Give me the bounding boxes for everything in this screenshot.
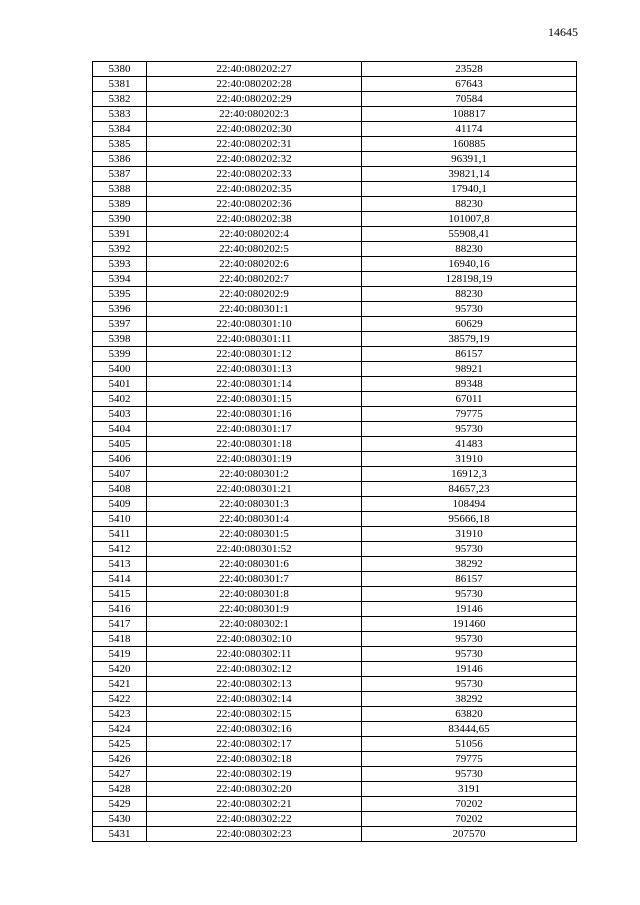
value-cell: 191460 — [362, 617, 577, 632]
row-number-cell: 5427 — [93, 767, 147, 782]
table-body — [93, 62, 577, 842]
row-number-cell: 5387 — [93, 167, 147, 182]
row-number-cell: 5402 — [93, 392, 147, 407]
value-cell: 63820 — [362, 707, 577, 722]
value-cell: 96391,1 — [362, 152, 577, 167]
cadastral-number-cell: 22:40:080202:30 — [147, 122, 362, 137]
value-cell: 19146 — [362, 602, 577, 617]
table-row — [93, 212, 577, 227]
value-cell: 95730 — [362, 767, 577, 782]
cadastral-number-cell: 22:40:080301:8 — [147, 587, 362, 602]
cadastral-number-cell: 22:40:080301:4 — [147, 512, 362, 527]
row-number-cell: 5420 — [93, 662, 147, 677]
value-cell: 3191 — [362, 782, 577, 797]
cadastral-number-cell: 22:40:080301:3 — [147, 497, 362, 512]
row-number-cell: 5415 — [93, 587, 147, 602]
row-number-cell: 5417 — [93, 617, 147, 632]
table-row — [93, 767, 577, 782]
value-cell: 95730 — [362, 677, 577, 692]
page-number: 14645 — [548, 25, 578, 39]
row-number-cell: 5412 — [93, 542, 147, 557]
value-cell: 98921 — [362, 362, 577, 377]
cadastral-number-cell: 22:40:080202:31 — [147, 137, 362, 152]
value-cell: 19146 — [362, 662, 577, 677]
row-number-cell: 5406 — [93, 452, 147, 467]
table-row — [93, 557, 577, 572]
value-cell: 95730 — [362, 422, 577, 437]
table-row — [93, 827, 577, 842]
value-cell: 95730 — [362, 302, 577, 317]
table-row — [93, 737, 577, 752]
value-cell: 160885 — [362, 137, 577, 152]
table-row — [93, 812, 577, 827]
table-row — [93, 617, 577, 632]
cadastral-number-cell: 22:40:080301:2 — [147, 467, 362, 482]
row-number-cell: 5419 — [93, 647, 147, 662]
cadastral-number-cell: 22:40:080302:1 — [147, 617, 362, 632]
cadastral-number-cell: 22:40:080202:27 — [147, 62, 362, 77]
row-number-cell: 5392 — [93, 242, 147, 257]
value-cell: 108817 — [362, 107, 577, 122]
value-cell: 70202 — [362, 812, 577, 827]
cadastral-number-cell: 22:40:080301:11 — [147, 332, 362, 347]
table-row — [93, 542, 577, 557]
table-row — [93, 302, 577, 317]
row-number-cell: 5393 — [93, 257, 147, 272]
cadastral-number-cell: 22:40:080302:17 — [147, 737, 362, 752]
cadastral-number-cell: 22:40:080301:1 — [147, 302, 362, 317]
table-row — [93, 452, 577, 467]
value-cell: 95730 — [362, 632, 577, 647]
table-row — [93, 182, 577, 197]
cadastral-number-cell: 22:40:080202:4 — [147, 227, 362, 242]
row-number-cell: 5384 — [93, 122, 147, 137]
cadastral-number-cell: 22:40:080202:5 — [147, 242, 362, 257]
value-cell: 128198,19 — [362, 272, 577, 287]
cadastral-number-cell: 22:40:080202:38 — [147, 212, 362, 227]
table-row — [93, 227, 577, 242]
row-number-cell: 5421 — [93, 677, 147, 692]
cadastral-number-cell: 22:40:080301:5 — [147, 527, 362, 542]
table-row — [93, 467, 577, 482]
row-number-cell: 5404 — [93, 422, 147, 437]
cadastral-number-cell: 22:40:080301:9 — [147, 602, 362, 617]
table-row — [93, 347, 577, 362]
cadastral-number-cell: 22:40:080301:19 — [147, 452, 362, 467]
table-row — [93, 707, 577, 722]
row-number-cell: 5397 — [93, 317, 147, 332]
cadastral-number-cell: 22:40:080302:16 — [147, 722, 362, 737]
row-number-cell: 5391 — [93, 227, 147, 242]
cadastral-number-cell: 22:40:080301:12 — [147, 347, 362, 362]
table-row — [93, 722, 577, 737]
row-number-cell: 5389 — [93, 197, 147, 212]
cadastral-number-cell: 22:40:080302:13 — [147, 677, 362, 692]
cadastral-number-cell: 22:40:080202:3 — [147, 107, 362, 122]
cadastral-number-cell: 22:40:080302:18 — [147, 752, 362, 767]
row-number-cell: 5382 — [93, 92, 147, 107]
table-row — [93, 152, 577, 167]
cadastral-number-cell: 22:40:080302:20 — [147, 782, 362, 797]
row-number-cell: 5411 — [93, 527, 147, 542]
table-row — [93, 167, 577, 182]
value-cell: 31910 — [362, 452, 577, 467]
value-cell: 55908,41 — [362, 227, 577, 242]
row-number-cell: 5423 — [93, 707, 147, 722]
row-number-cell: 5398 — [93, 332, 147, 347]
table-row — [93, 242, 577, 257]
row-number-cell: 5383 — [93, 107, 147, 122]
table-row — [93, 332, 577, 347]
row-number-cell: 5400 — [93, 362, 147, 377]
value-cell: 60629 — [362, 317, 577, 332]
cadastral-number-cell: 22:40:080302:11 — [147, 647, 362, 662]
table-row — [93, 257, 577, 272]
row-number-cell: 5425 — [93, 737, 147, 752]
value-cell: 86157 — [362, 347, 577, 362]
row-number-cell: 5414 — [93, 572, 147, 587]
table-row — [93, 437, 577, 452]
table-row — [93, 287, 577, 302]
cadastral-number-cell: 22:40:080202:33 — [147, 167, 362, 182]
cadastral-number-cell: 22:40:080202:6 — [147, 257, 362, 272]
row-number-cell: 5395 — [93, 287, 147, 302]
table-row — [93, 377, 577, 392]
value-cell: 41483 — [362, 437, 577, 452]
table-row — [93, 647, 577, 662]
value-cell: 16940,16 — [362, 257, 577, 272]
row-number-cell: 5388 — [93, 182, 147, 197]
row-number-cell: 5396 — [93, 302, 147, 317]
cadastral-number-cell: 22:40:080202:28 — [147, 77, 362, 92]
row-number-cell: 5401 — [93, 377, 147, 392]
value-cell: 86157 — [362, 572, 577, 587]
value-cell: 38292 — [362, 557, 577, 572]
cadastral-number-cell: 22:40:080301:14 — [147, 377, 362, 392]
cadastral-number-cell: 22:40:080301:18 — [147, 437, 362, 452]
table-row — [93, 797, 577, 812]
table-row — [93, 272, 577, 287]
row-number-cell: 5381 — [93, 77, 147, 92]
cadastral-number-cell: 22:40:080301:10 — [147, 317, 362, 332]
row-number-cell: 5399 — [93, 347, 147, 362]
cadastral-number-cell: 22:40:080302:22 — [147, 812, 362, 827]
cadastral-number-cell: 22:40:080202:7 — [147, 272, 362, 287]
cadastral-number-cell: 22:40:080302:15 — [147, 707, 362, 722]
row-number-cell: 5403 — [93, 407, 147, 422]
cadastral-number-cell: 22:40:080301:52 — [147, 542, 362, 557]
value-cell: 89348 — [362, 377, 577, 392]
table-row — [93, 62, 577, 77]
value-cell: 79775 — [362, 407, 577, 422]
value-cell: 79775 — [362, 752, 577, 767]
table-row — [93, 392, 577, 407]
row-number-cell: 5409 — [93, 497, 147, 512]
table-row — [93, 122, 577, 137]
row-number-cell: 5386 — [93, 152, 147, 167]
cadastral-number-cell: 22:40:080302:19 — [147, 767, 362, 782]
value-cell: 207570 — [362, 827, 577, 842]
value-cell: 41174 — [362, 122, 577, 137]
table-row — [93, 512, 577, 527]
value-cell: 95730 — [362, 542, 577, 557]
cadastral-number-cell: 22:40:080302:23 — [147, 827, 362, 842]
row-number-cell: 5385 — [93, 137, 147, 152]
row-number-cell: 5428 — [93, 782, 147, 797]
row-number-cell: 5405 — [93, 437, 147, 452]
value-cell: 39821,14 — [362, 167, 577, 182]
cadastral-number-cell: 22:40:080301:21 — [147, 482, 362, 497]
table-row — [93, 92, 577, 107]
cadastral-table — [92, 61, 577, 842]
table-row — [93, 362, 577, 377]
value-cell: 88230 — [362, 287, 577, 302]
row-number-cell: 5431 — [93, 827, 147, 842]
cadastral-number-cell: 22:40:080301:15 — [147, 392, 362, 407]
cadastral-number-cell: 22:40:080302:14 — [147, 692, 362, 707]
value-cell: 95666,18 — [362, 512, 577, 527]
table-row — [93, 407, 577, 422]
table-row — [93, 752, 577, 767]
value-cell: 38292 — [362, 692, 577, 707]
value-cell: 95730 — [362, 647, 577, 662]
value-cell: 67011 — [362, 392, 577, 407]
table-row — [93, 137, 577, 152]
cadastral-number-cell: 22:40:080202:29 — [147, 92, 362, 107]
value-cell: 83444,65 — [362, 722, 577, 737]
table-row — [93, 497, 577, 512]
table-row — [93, 197, 577, 212]
row-number-cell: 5413 — [93, 557, 147, 572]
row-number-cell: 5394 — [93, 272, 147, 287]
table-row — [93, 527, 577, 542]
value-cell: 88230 — [362, 242, 577, 257]
table-row — [93, 77, 577, 92]
value-cell: 88230 — [362, 197, 577, 212]
value-cell: 101007,8 — [362, 212, 577, 227]
cadastral-number-cell: 22:40:080302:12 — [147, 662, 362, 677]
row-number-cell: 5410 — [93, 512, 147, 527]
row-number-cell: 5390 — [93, 212, 147, 227]
value-cell: 17940,1 — [362, 182, 577, 197]
cadastral-number-cell: 22:40:080301:6 — [147, 557, 362, 572]
table-row — [93, 632, 577, 647]
table-row — [93, 602, 577, 617]
value-cell: 95730 — [362, 587, 577, 602]
value-cell: 23528 — [362, 62, 577, 77]
table-row — [93, 422, 577, 437]
table-row — [93, 317, 577, 332]
table-row — [93, 482, 577, 497]
row-number-cell: 5380 — [93, 62, 147, 77]
table-row — [93, 782, 577, 797]
row-number-cell: 5430 — [93, 812, 147, 827]
cadastral-number-cell: 22:40:080301:17 — [147, 422, 362, 437]
value-cell: 38579,19 — [362, 332, 577, 347]
value-cell: 108494 — [362, 497, 577, 512]
table-row — [93, 107, 577, 122]
value-cell: 31910 — [362, 527, 577, 542]
row-number-cell: 5408 — [93, 482, 147, 497]
row-number-cell: 5416 — [93, 602, 147, 617]
row-number-cell: 5407 — [93, 467, 147, 482]
cadastral-number-cell: 22:40:080302:21 — [147, 797, 362, 812]
row-number-cell: 5418 — [93, 632, 147, 647]
table-row — [93, 662, 577, 677]
row-number-cell: 5426 — [93, 752, 147, 767]
value-cell: 51056 — [362, 737, 577, 752]
row-number-cell: 5424 — [93, 722, 147, 737]
cadastral-number-cell: 22:40:080301:16 — [147, 407, 362, 422]
value-cell: 70584 — [362, 92, 577, 107]
row-number-cell: 5422 — [93, 692, 147, 707]
value-cell: 84657,23 — [362, 482, 577, 497]
cadastral-number-cell: 22:40:080202:9 — [147, 287, 362, 302]
cadastral-number-cell: 22:40:080301:13 — [147, 362, 362, 377]
value-cell: 16912,3 — [362, 467, 577, 482]
cadastral-number-cell: 22:40:080202:35 — [147, 182, 362, 197]
cadastral-number-cell: 22:40:080301:7 — [147, 572, 362, 587]
table-row — [93, 572, 577, 587]
value-cell: 67643 — [362, 77, 577, 92]
cadastral-number-cell: 22:40:080202:32 — [147, 152, 362, 167]
cadastral-number-cell: 22:40:080302:10 — [147, 632, 362, 647]
row-number-cell: 5429 — [93, 797, 147, 812]
value-cell: 70202 — [362, 797, 577, 812]
table-row — [93, 587, 577, 602]
table-row — [93, 677, 577, 692]
cadastral-number-cell: 22:40:080202:36 — [147, 197, 362, 212]
table-row — [93, 692, 577, 707]
